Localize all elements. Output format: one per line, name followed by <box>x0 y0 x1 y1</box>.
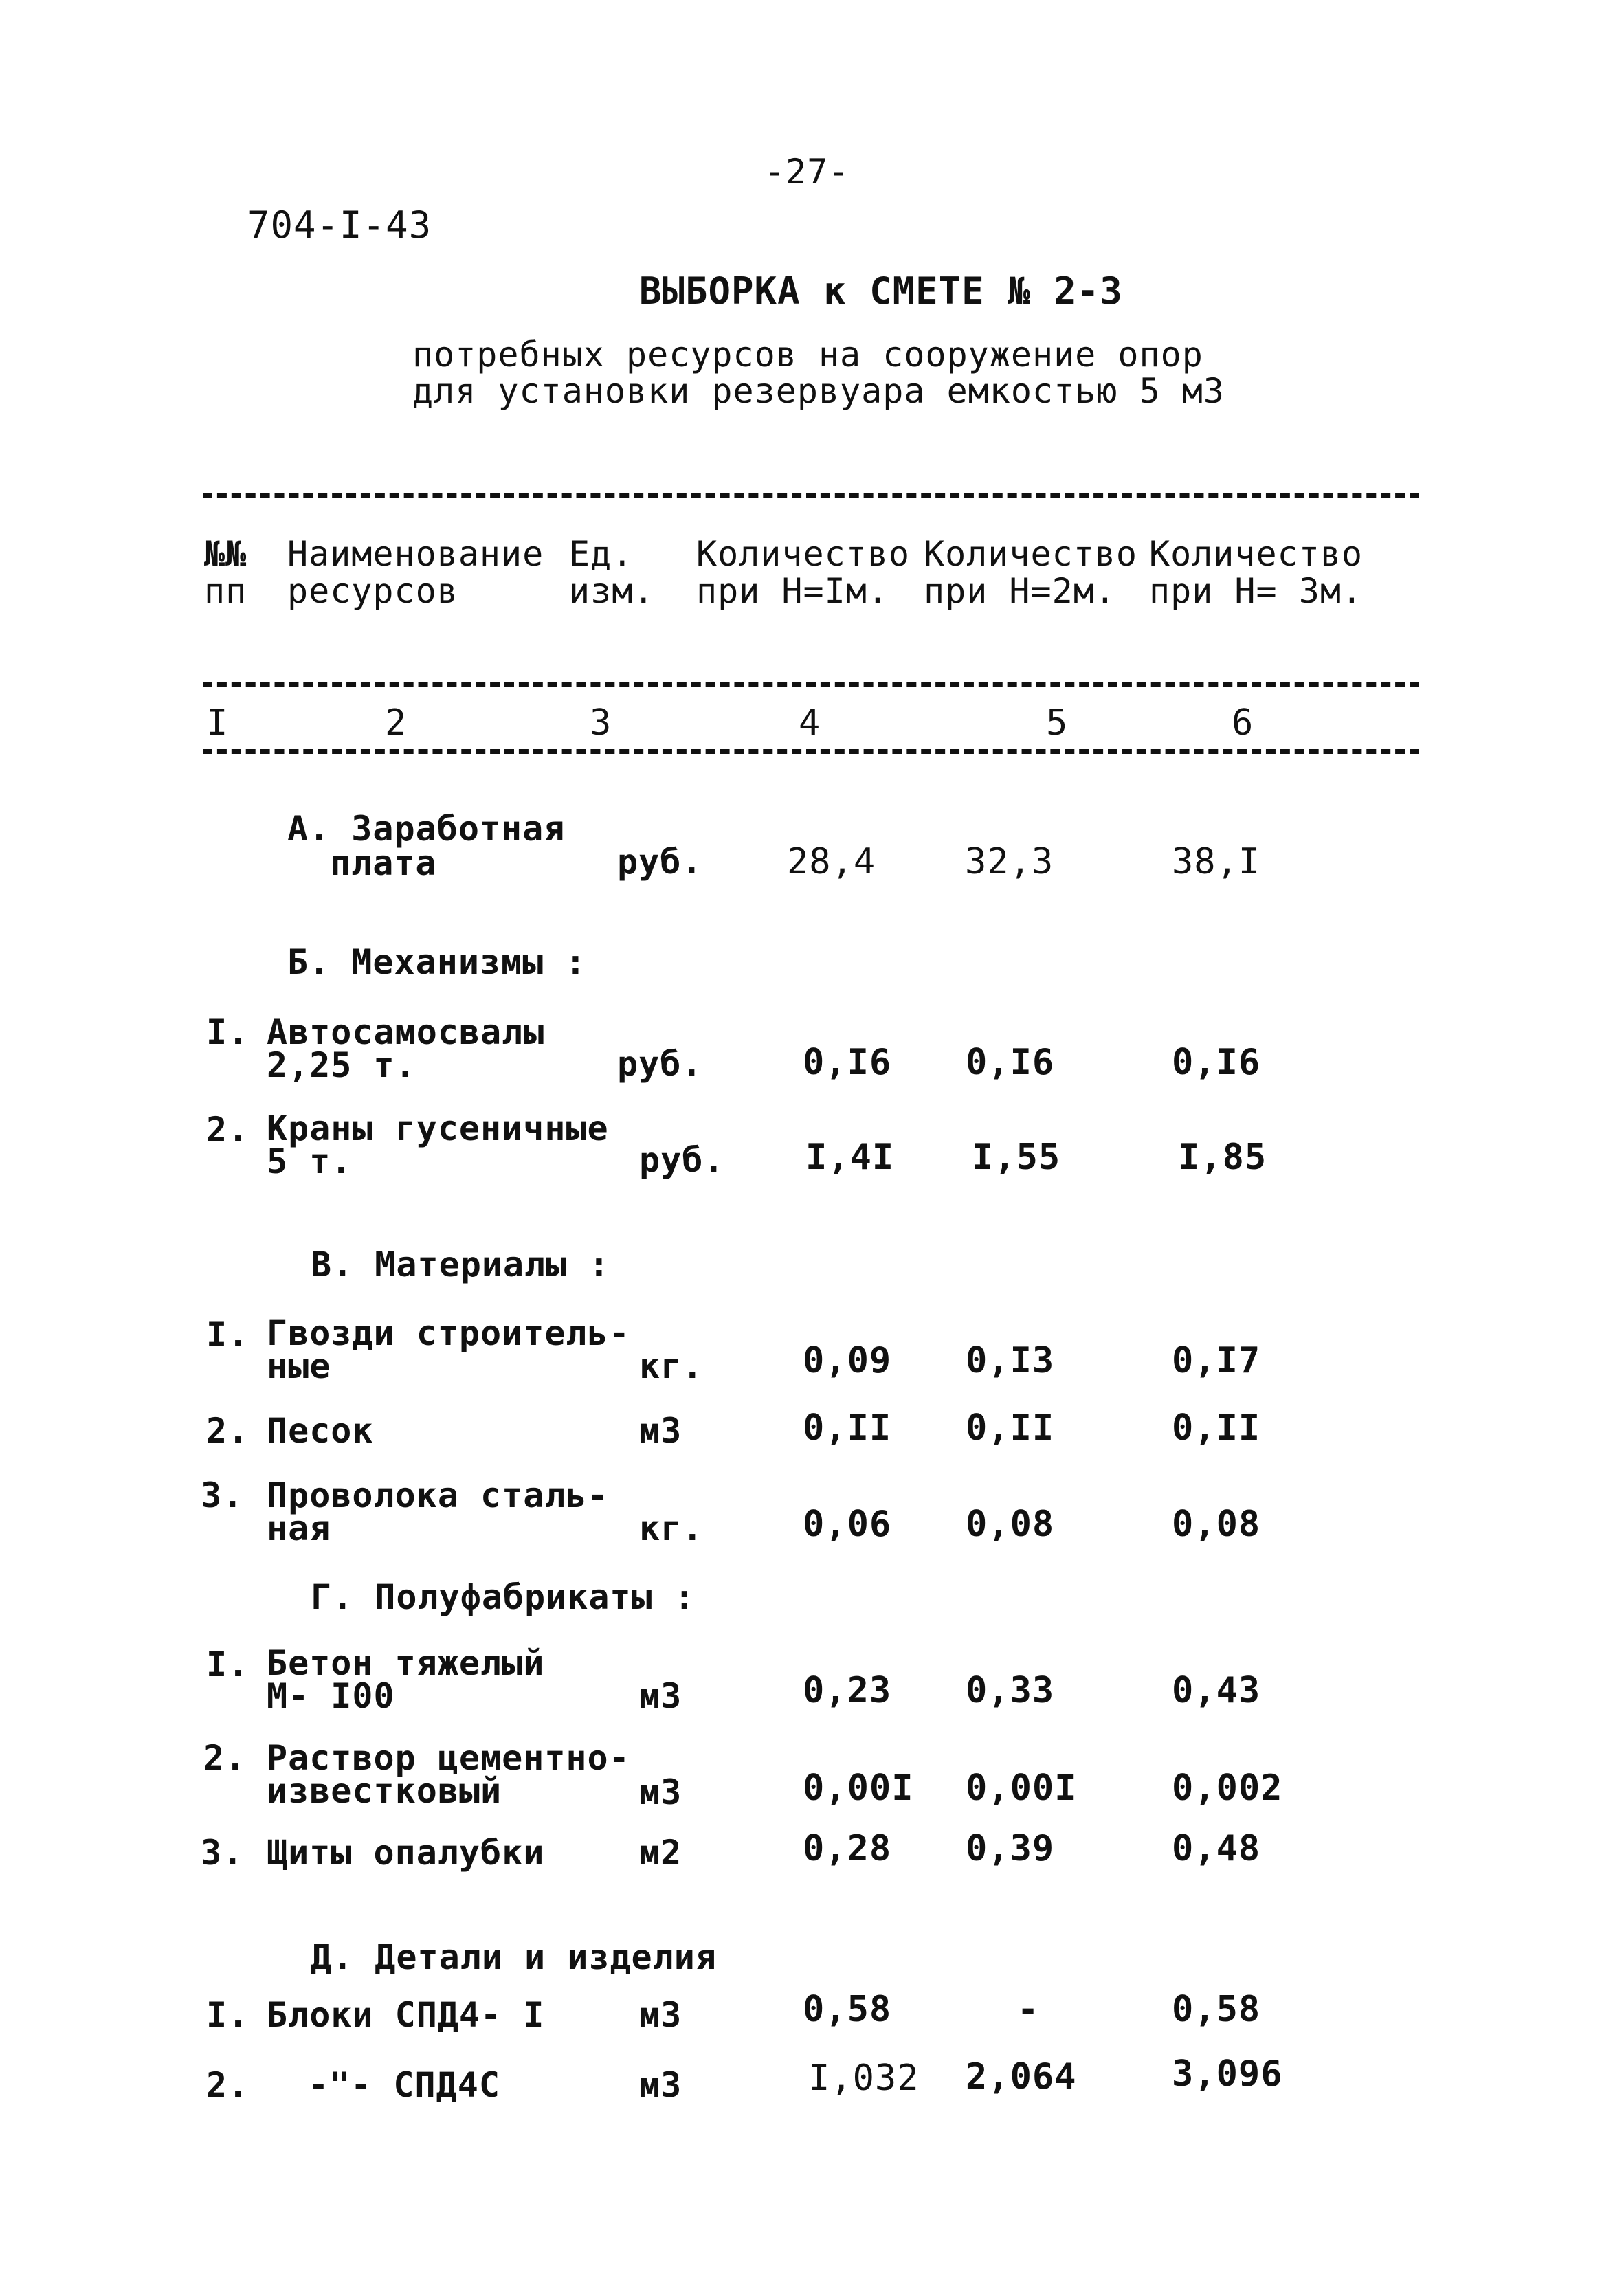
header-mid-rule <box>203 682 1419 687</box>
row-number: 2. <box>206 1110 249 1150</box>
row-name-line-2: известковый <box>267 1771 502 1811</box>
row-unit: руб. <box>639 1140 725 1180</box>
header-col-4-line-1: Количество <box>696 534 911 574</box>
row-value-h3: 0,I6 <box>1172 1042 1261 1083</box>
row-name-line-1: Блоки СПД4- I <box>267 1995 545 2035</box>
document-title: ВЫБОРКА к СМЕТЕ № 2-3 <box>639 269 1123 313</box>
row-value-h2: 0,I3 <box>966 1340 1055 1381</box>
row-value-h1: 0,I6 <box>803 1042 892 1083</box>
row-number: I. <box>206 1012 249 1052</box>
row-number: 2. <box>206 2065 249 2105</box>
subtitle-line-2: для установки резервуара емкостью 5 м3 <box>412 371 1225 411</box>
row-unit: кг. <box>639 1508 704 1548</box>
row-number: 2. <box>206 1411 249 1451</box>
row-name-line-1: Бетон тяжелый <box>267 1643 545 1683</box>
row-unit: м2 <box>639 1833 682 1873</box>
section-a-title-line-2: плата <box>330 843 437 883</box>
row-value-h2: 0,33 <box>966 1670 1055 1711</box>
row-name-line-1: Щиты опалубки <box>267 1833 545 1873</box>
row-name-line-1: Раствор цементно- <box>267 1738 630 1778</box>
row-value-h3: 0,I7 <box>1172 1340 1261 1381</box>
row-name-line-2: ная <box>267 1508 331 1548</box>
header-col-2-line-2: ресурсов <box>287 571 458 611</box>
row-value-h2: 0,I6 <box>966 1042 1055 1083</box>
row-value-h1: 0,09 <box>803 1340 892 1381</box>
row-value-h1: 0,28 <box>803 1828 892 1869</box>
row-number: I. <box>206 1995 249 2035</box>
header-col-3-line-2: изм. <box>569 571 655 611</box>
header-col-6-line-2: при Н= 3м. <box>1149 571 1364 611</box>
column-number-2: 2 <box>385 702 408 744</box>
row-name-line-2: ные <box>267 1346 331 1386</box>
column-number-6: 6 <box>1232 702 1254 744</box>
row-value-h1: 0,II <box>803 1407 892 1449</box>
row-value-h2: 0,39 <box>966 1828 1055 1869</box>
header-col-5-line-1: Количество <box>924 534 1138 574</box>
header-col-6-line-1: Количество <box>1149 534 1364 574</box>
row-value-h2: 2,064 <box>966 2056 1077 2097</box>
row-unit: м3 <box>639 2065 682 2105</box>
row-unit: м3 <box>639 1411 682 1451</box>
row-name-line-1: Краны гусеничные <box>267 1109 609 1148</box>
row-number: I. <box>206 1315 249 1355</box>
header-col-2-line-1: Наименование <box>287 534 544 574</box>
row-name-line-2: М- I00 <box>267 1676 395 1716</box>
section-v-title: В. Материалы : <box>311 1245 610 1284</box>
column-number-1: I <box>206 702 229 744</box>
column-number-3: 3 <box>590 702 612 744</box>
row-value-h1: 0,00I <box>803 1768 914 1809</box>
column-number-5: 5 <box>1046 702 1069 744</box>
row-name-line-1: Проволока сталь- <box>267 1475 609 1515</box>
row-name-line-1: Гвозди строитель- <box>267 1313 630 1353</box>
row-value-h2: 0,II <box>966 1407 1055 1449</box>
section-a-value-h3: 38,I <box>1172 841 1261 882</box>
row-unit: кг. <box>639 1346 704 1386</box>
section-a-value-h1: 28,4 <box>787 841 876 882</box>
row-name-line-2: 2,25 т. <box>267 1045 416 1085</box>
row-name-line-1: Автосамосвалы <box>267 1012 545 1052</box>
row-value-h1: 0,23 <box>803 1670 892 1711</box>
row-number: 2. <box>203 1738 247 1778</box>
row-unit: руб. <box>617 1044 703 1084</box>
row-value-h1: 0,58 <box>803 1989 892 2030</box>
section-b-title: Б. Механизмы : <box>287 942 587 982</box>
document-code: 704-I-43 <box>247 203 432 247</box>
header-col-3-line-1: Ед. <box>569 534 634 574</box>
row-value-h2: I,55 <box>972 1137 1061 1178</box>
row-unit: м3 <box>639 1676 682 1716</box>
row-value-h3: 0,II <box>1172 1407 1261 1449</box>
header-col-1-line-2: пп <box>204 571 247 611</box>
row-value-h2: 0,00I <box>966 1768 1077 1809</box>
row-value-h3: 0,002 <box>1172 1768 1283 1809</box>
row-value-h1: 0,06 <box>803 1504 892 1545</box>
row-value-h3: 3,096 <box>1172 2053 1283 2095</box>
header-col-5-line-2: при Н=2м. <box>924 571 1116 611</box>
row-value-h3: I,85 <box>1178 1137 1267 1178</box>
section-a-title-line-1: А. Заработная <box>287 809 566 849</box>
row-name-line-2: 5 т. <box>267 1141 353 1181</box>
header-top-rule <box>203 493 1419 498</box>
section-g-title: Г. Полуфабрикаты : <box>311 1577 696 1617</box>
row-unit: м3 <box>639 1772 682 1812</box>
row-number: I. <box>206 1645 249 1684</box>
section-d-title: Д. Детали и изделия <box>311 1937 717 1977</box>
section-a-unit: руб. <box>617 842 703 882</box>
subtitle-line-1: потребных ресурсов на сооружение опор <box>412 335 1203 375</box>
row-value-h1: I,032 <box>808 2058 920 2099</box>
row-value-h3: 0,48 <box>1172 1828 1261 1869</box>
section-a-value-h2: 32,3 <box>965 841 1054 882</box>
row-value-h3: 0,08 <box>1172 1504 1261 1545</box>
header-bottom-rule <box>203 749 1419 754</box>
row-unit: м3 <box>639 1995 682 2035</box>
row-name-line-1: -"- СПД4С <box>308 2065 500 2105</box>
row-value-h2: - <box>1017 1989 1040 2030</box>
header-col-1-line-1: №№ <box>204 534 247 574</box>
row-value-h1: I,4I <box>805 1137 895 1178</box>
row-value-h3: 0,58 <box>1172 1989 1261 2030</box>
row-number: 3. <box>201 1833 244 1873</box>
row-value-h3: 0,43 <box>1172 1670 1261 1711</box>
column-number-4: 4 <box>799 702 821 744</box>
row-name-line-1: Песок <box>267 1411 374 1451</box>
header-col-4-line-2: при Н=Iм. <box>696 571 889 611</box>
row-number: 3. <box>201 1475 244 1515</box>
row-value-h2: 0,08 <box>966 1504 1055 1545</box>
page-number: -27- <box>764 152 850 192</box>
